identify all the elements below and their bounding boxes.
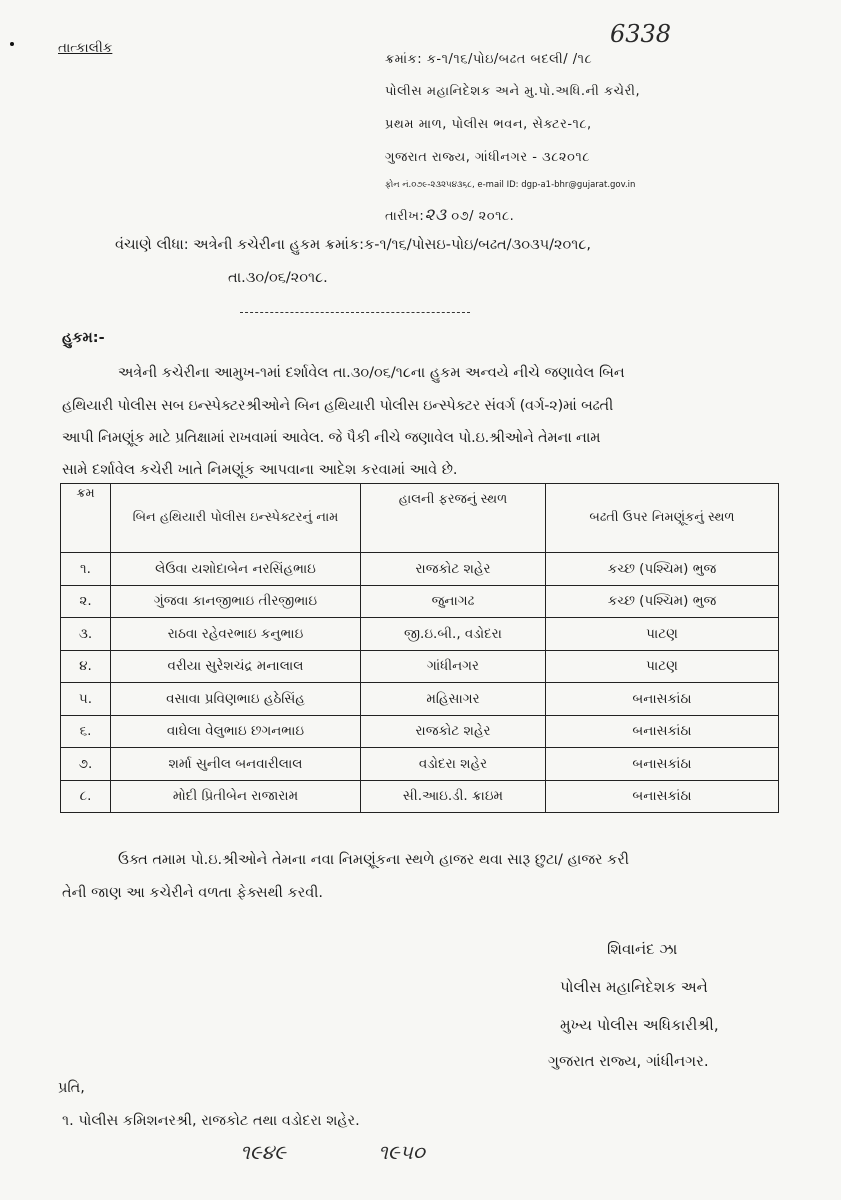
posting-table (60, 483, 779, 813)
cell-officer-name: લેઉવા યશોદાબેન નરસિંહભાઇ (111, 553, 361, 586)
closing-line-2: તેની જાણ આ કચેરીને વળતા ફેક્સથી કરવી. (62, 885, 324, 901)
cell-new-posting: બનાસકાંઠા (546, 683, 779, 716)
margin-dot (10, 42, 14, 46)
order-para-line-3: આપી નિમણૂંક માટે પ્રતિક્ષામાં રાખવામાં આવેલ. જે પૈકી નીચે જણાવેલ પો.ઇ.શ્રીઓને તેમના નામ (62, 430, 601, 446)
cell-new-posting: પાટણ (546, 650, 779, 683)
cell-current-posting: મહિસાગર (361, 683, 546, 716)
cell-new-posting: કચ્છ (પશ્ચિમ) ભુજ (546, 553, 779, 586)
cell-serial: ૪. (61, 650, 111, 683)
cell-officer-name: વાઘેલા વેલુભાઇ છગનભાઇ (111, 715, 361, 748)
order-para-line-4: સામે દર્શાવેલ કચેરી ખાતે નિમણૂંક આપવાના આદેશ કરવામાં આવે છે. (62, 462, 458, 478)
date-day: ૨૩ (424, 205, 447, 225)
table-row (61, 553, 779, 586)
cell-new-posting: પાટણ (546, 618, 779, 651)
cell-serial: ૫. (61, 683, 111, 716)
cell-current-posting: સી.આઇ.ડી. ક્રાઇમ (361, 780, 546, 813)
date-rest: ૦૭/ ૨૦૧૮. (451, 209, 515, 224)
cell-officer-name: ગુંજવા કાનજીભાઇ તીરજીભાઇ (111, 585, 361, 618)
cell-officer-name: વરીયા સુરેશચંદ્ર મનાલાલ (111, 650, 361, 683)
col-header-name: બિન હથિયારી પોલીસ ઇન્સ્પેક્ટરનું નામ (111, 484, 361, 553)
cell-serial: ૨. (61, 585, 111, 618)
cell-officer-name: મોદી પ્રિતીબેન રાજારામ (111, 780, 361, 813)
reference-label: વંચાણે લીધા: (115, 237, 189, 253)
cell-current-posting: રાજકોટ શહેર (361, 715, 546, 748)
handwritten-inward-number: 6338 (610, 20, 672, 48)
urgent-stamp: તાત્કાલીક (58, 40, 113, 56)
table-row (61, 715, 779, 748)
handwritten-number-b: ૧૯૫૦ (378, 1140, 425, 1164)
table-row (61, 748, 779, 781)
cell-new-posting: બનાસકાંઠા (546, 780, 779, 813)
cell-current-posting: ગાંધીનગર (361, 650, 546, 683)
cell-current-posting: જુનાગઢ (361, 585, 546, 618)
signatory-name: શિવાનંદ ઝા (607, 940, 678, 958)
table-row (61, 585, 779, 618)
contact-line: ફોન નં.૦૭૯-૨૩૨૫૪૩૬૮, e-mail ID: dgp-a1-bhr@gujarat.gov.in (385, 180, 636, 190)
separator-rule (240, 312, 470, 313)
date-label: તારીખ: (385, 209, 425, 224)
handwritten-number-a: ૧૯૪૯ (240, 1140, 286, 1164)
cell-officer-name: શર્મા સુનીલ બનવારીલાલ (111, 748, 361, 781)
cell-officer-name: વસાવા પ્રવિણભાઇ હઠેસિંહ (111, 683, 361, 716)
table-row (61, 650, 779, 683)
table-header-row (61, 484, 779, 553)
cell-new-posting: બનાસકાંઠા (546, 748, 779, 781)
office-line-1: પોલીસ મહાનિદેશક અને મુ.પો.અધિ.ની કચેરી, (385, 84, 641, 99)
order-para-line-2: હથિયારી પોલીસ સબ ઇન્સ્પેક્ટરશ્રીઓને બિન હથિયારી પોલીસ ઇન્સ્પેક્ટર સંવર્ગ (વર્ગ-૨)માં બઢતી (62, 398, 614, 414)
signatory-title-3: ગુજરાત રાજ્ય, ગાંધીનગર. (548, 1052, 709, 1070)
order-para-line-1: અત્રેની કચેરીના આમુખ-૧માં દર્શાવેલ તા.૩૦/૦૬/૧૮ના હુકમ અન્વયે નીચે જણાવેલ બિન (118, 365, 625, 381)
reference-line-1 (115, 237, 591, 253)
cell-current-posting: રાજકોટ શહેર (361, 553, 546, 586)
cell-new-posting: કચ્છ (પશ્ચિમ) ભુજ (546, 585, 779, 618)
table-row (61, 618, 779, 651)
issue-date (385, 205, 514, 225)
reference-text: અત્રેની કચેરીના હુકમ ક્રમાંક:ક-૧/૧૬/પોસઇ-પોઇ/બઢત/૩૦૩૫/૨૦૧૮, (193, 237, 591, 253)
col-header-current-posting: હાલની ફરજનું સ્થળ (361, 484, 546, 553)
office-line-3: ગુજરાત રાજ્ય, ગાંધીનગર - ૩૮૨૦૧૮ (385, 150, 590, 165)
reference-number: ક્રમાંક: ક-૧/૧૬/પોઇ/બઢત બદલી/ /૧૮ (385, 52, 593, 67)
cell-officer-name: રાઠવા રહેવરભાઇ કનુભાઇ (111, 618, 361, 651)
cell-current-posting: જી.ઇ.બી., વડોદરા (361, 618, 546, 651)
cell-new-posting: બનાસકાંઠા (546, 715, 779, 748)
recipients-label: પ્રતિ, (58, 1080, 85, 1096)
col-header-new-posting: બઢતી ઉપર નિમણૂંકનું સ્થળ (546, 484, 779, 553)
closing-line-1: ઉક્ત તમામ પો.ઇ.શ્રીઓને તેમના નવા નિમણૂંકના સ્થળે હાજર થવા સારૂ છુટા/ હાજર કરી (118, 852, 630, 868)
cell-serial: ૧. (61, 553, 111, 586)
table-row (61, 780, 779, 813)
recipient-item-1: ૧. પોલીસ કમિશનરશ્રી, રાજકોટ તથા વડોદરા શહેર. (62, 1113, 360, 1129)
cell-serial: ૮. (61, 780, 111, 813)
office-line-2: પ્રથમ માળ, પોલીસ ભવન, સેક્ટર-૧૮, (385, 117, 592, 132)
cell-serial: ૭. (61, 748, 111, 781)
cell-serial: ૩. (61, 618, 111, 651)
order-heading: હુકમ:- (62, 330, 105, 346)
signatory-title-1: પોલીસ મહાનિદેશક અને (560, 978, 708, 996)
table-row (61, 683, 779, 716)
cell-current-posting: વડોદરા શહેર (361, 748, 546, 781)
col-header-serial: ક્રમ (61, 484, 111, 553)
signatory-title-2: મુખ્ય પોલીસ અધિકારીશ્રી, (560, 1016, 719, 1034)
cell-serial: ૬. (61, 715, 111, 748)
reference-line-2: તા.૩૦/૦૬/૨૦૧૮. (228, 270, 328, 286)
